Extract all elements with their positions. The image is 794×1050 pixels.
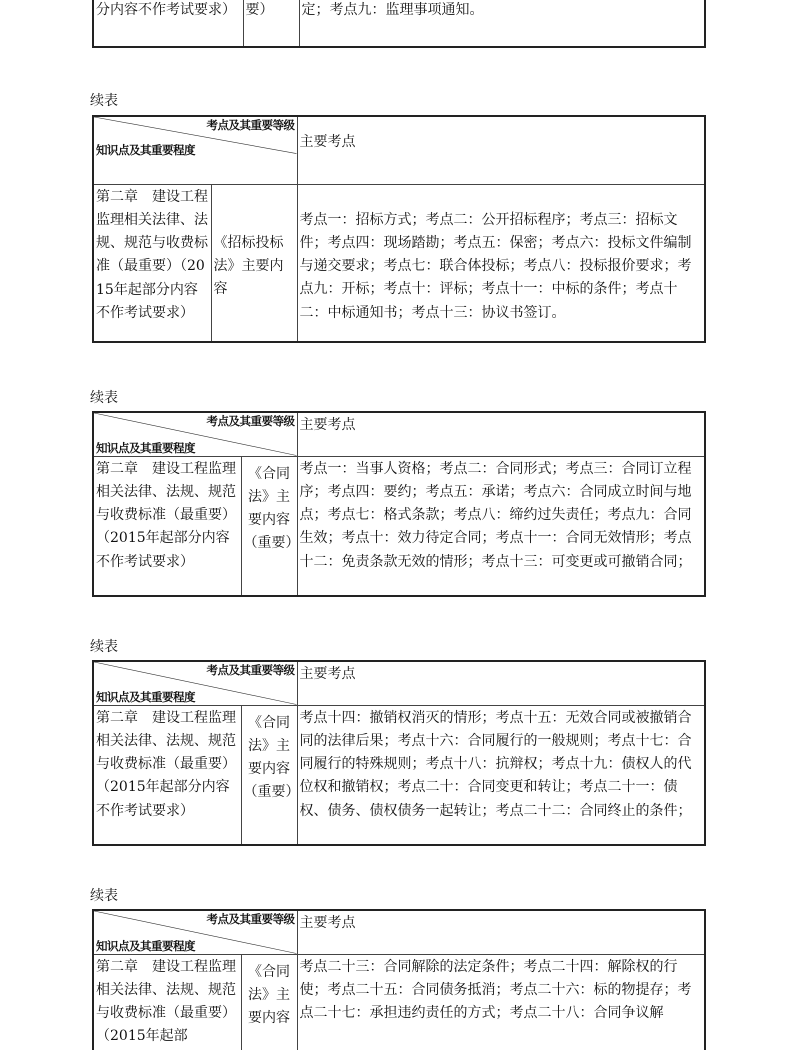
exam-points-table: [92, 660, 706, 846]
header-grade-label: 考点及其重要等级: [206, 912, 295, 926]
diagonal-header-cell: [93, 910, 297, 954]
continued-label: 续表: [90, 390, 118, 406]
chapter-cell: [93, 954, 241, 1050]
points-cell: [297, 705, 705, 845]
topic-cell: [241, 954, 297, 1050]
header-main-points-text: 主要考点: [299, 134, 356, 150]
topic-cell: [243, 0, 299, 47]
header-knowledge-label: 知识点及其重要程度: [96, 938, 195, 953]
chapter-text: 第二章 建设工程监理相关法律、法规、规范与收费标准（最重要）（2015年起部分内容不作考试要求）: [96, 460, 236, 570]
chapter-cell: [93, 184, 211, 342]
diagonal-header-cell: [93, 412, 297, 456]
continued-label: 续表: [90, 639, 118, 655]
points-text: 考点一：招标方式；考点二：公开招标程序；考点三：招标文件；考点四：现场踏勘；考点五：保密；考点六：投标文件编制与递交要求；考点七：联合体投标；考点八：投标报价要求；考点九：开标；考点十：评标；考点十一：中标的条件；考点十二：中标通知书；考点十三：协议书签订。: [299, 211, 692, 321]
topic-cell: [241, 705, 300, 845]
chapter-cell: [93, 0, 243, 47]
header-main-points: [297, 910, 705, 954]
diagonal-header-cell: [93, 116, 297, 184]
diagonal-header-cell: [93, 661, 297, 705]
points-text: 定；考点九：监理事项通知。: [301, 2, 484, 18]
table-row: [93, 954, 705, 1050]
exam-points-table: [92, 411, 706, 597]
table-header-row: [93, 910, 705, 954]
topic-text: 要）: [245, 2, 274, 18]
header-main-points-text: 主要考点: [299, 666, 356, 682]
topic-cell: [241, 456, 300, 596]
points-cell: [297, 456, 705, 596]
topic-text: 《合同法》主要内容（重要）: [243, 465, 300, 552]
header-main-points: [297, 661, 705, 705]
continued-label: 续表: [90, 888, 118, 904]
header-grade-label: 考点及其重要等级: [206, 118, 295, 132]
header-main-points: [297, 412, 705, 456]
chapter-cell: [93, 456, 241, 596]
header-main-points: [297, 116, 705, 184]
header-main-points-text: 主要考点: [299, 915, 356, 931]
points-text: 考点十四：撤销权消灭的情形；考点十五：无效合同或被撤销合同的法律后果；考点十六：合同履行的一般规则；考点十七：合同履行的特殊规则；考点十八：抗辩权；考点十九：债权人的代位权和撤销权；考点二十：合同变更和转让；考点二十一：债权、债务、债权债务一起转让；考点二十二：合同终止的条件；: [299, 709, 692, 819]
points-text: 考点一：当事人资格；考点二：合同形式；考点三：合同订立程序；考点四：要约；考点五：承诺；考点六：合同成立时间与地点；考点七：格式条款；考点八：缔约过失责任；考点九：合同生效；考点十：效力待定合同；考点十一：合同无效情形；考点十二：免责条款无效的情形；考点十三：可变更或可撤销合同；: [299, 460, 692, 570]
header-knowledge-label: 知识点及其重要程度: [96, 440, 195, 455]
table-row: [93, 184, 705, 342]
table-row: [93, 705, 705, 845]
points-cell: [297, 954, 705, 1050]
table-row: [93, 456, 705, 596]
table-header-row: [93, 412, 705, 456]
continued-label: 续表: [90, 93, 118, 109]
table-row: [93, 0, 705, 47]
chapter-cell: [93, 705, 241, 845]
chapter-text: 第二章 建设工程监理相关法律、法规、规范与收费标准（最重要）（2015年起部: [96, 958, 236, 1045]
topic-text: 《合同法》主要内容（重要）: [243, 714, 300, 801]
topic-cell: [211, 184, 297, 342]
header-knowledge-label: 知识点及其重要程度: [96, 142, 195, 157]
points-cell: [299, 0, 705, 47]
points-cell: [297, 184, 705, 342]
exam-points-table: [92, 909, 706, 1050]
header-knowledge-label: 知识点及其重要程度: [96, 689, 195, 704]
topic-text: 《招标投标法》主要内容: [213, 234, 284, 298]
chapter-text: 第二章 建设工程监理相关法律、法规、规范与收费标准（最重要）（2015年起部分内容不作考试要求）: [96, 709, 236, 819]
table-header-row: [93, 116, 705, 184]
chapter-text: 第二章 建设工程监理相关法律、法规、规范与收费标准（最重要）（2015年起部分内容不作考试要求）: [96, 188, 208, 321]
topic-text: 《合同法》主要内容: [248, 963, 290, 1027]
header-grade-label: 考点及其重要等级: [206, 663, 295, 677]
header-main-points-text: 主要考点: [299, 417, 356, 433]
header-grade-label: 考点及其重要等级: [206, 414, 295, 428]
chapter-text: 分内容不作考试要求）: [96, 2, 236, 18]
table-header-row: [93, 661, 705, 705]
table-fragment-top: [92, 0, 706, 48]
exam-points-table: [92, 115, 706, 343]
points-text: 考点二十三：合同解除的法定条件；考点二十四：解除权的行使；考点二十五：合同债务抵消；考点二十六：标的物提存；考点二十七：承担违约责任的方式；考点二十八：合同争议解: [299, 958, 692, 1022]
